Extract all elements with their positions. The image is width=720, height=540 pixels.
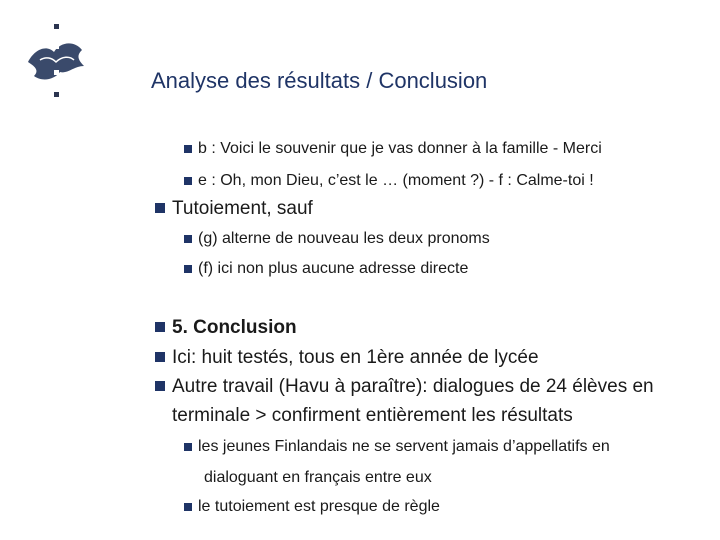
- bullet-continuation: dialoguant en français entre eux: [204, 469, 432, 486]
- bullet-square-icon: [155, 322, 165, 332]
- bullet-continuation: terminale > confirment entièrement les résultats: [172, 405, 573, 426]
- bullet-item: [155, 198, 313, 220]
- slide-title: Analyse des résultats / Conclusion: [151, 68, 488, 93]
- bullet-item: [155, 347, 539, 369]
- bullet-text: (g) alterne de nouveau les deux pronoms: [198, 230, 490, 247]
- bullet-item: [155, 376, 654, 398]
- bullet-square-icon: [184, 145, 192, 153]
- bullet-item: [184, 140, 602, 158]
- bullet-square-icon: [184, 265, 192, 273]
- bullet-text: Tutoiement, sauf: [172, 198, 313, 219]
- bullet-square-icon: [184, 235, 192, 243]
- university-logo-icon: [20, 22, 92, 100]
- bullet-text: le tutoiement est presque de règle: [198, 498, 440, 515]
- bullet-square-icon: [155, 381, 165, 391]
- bullet-item: [184, 498, 440, 516]
- bullet-text: les jeunes Finlandais ne se servent jamais d’appellatifs en: [198, 438, 610, 455]
- bullet-text: 5. Conclusion: [172, 317, 297, 338]
- bullet-square-icon: [155, 203, 165, 213]
- bullet-item: [184, 438, 610, 456]
- bullet-text: Autre travail (Havu à paraître): dialogues de 24 élèves en: [172, 376, 654, 397]
- bullet-square-icon: [184, 503, 192, 511]
- bullet-item: [184, 260, 468, 278]
- bullet-square-icon: [155, 352, 165, 362]
- bullet-square-icon: [184, 177, 192, 185]
- bullet-item: [155, 317, 297, 339]
- bullet-square-icon: [184, 443, 192, 451]
- bullet-item: [184, 230, 490, 248]
- bullet-text: b : Voici le souvenir que je vas donner à la famille - Merci: [198, 140, 602, 157]
- bullet-text: Ici: huit testés, tous en 1ère année de lycée: [172, 347, 539, 368]
- bullet-text: (f) ici non plus aucune adresse directe: [198, 260, 469, 277]
- bullet-text: e : Oh, mon Dieu, c’est le … (moment ?) - f : Calme-toi !: [198, 172, 594, 189]
- bullet-item: [184, 172, 594, 190]
